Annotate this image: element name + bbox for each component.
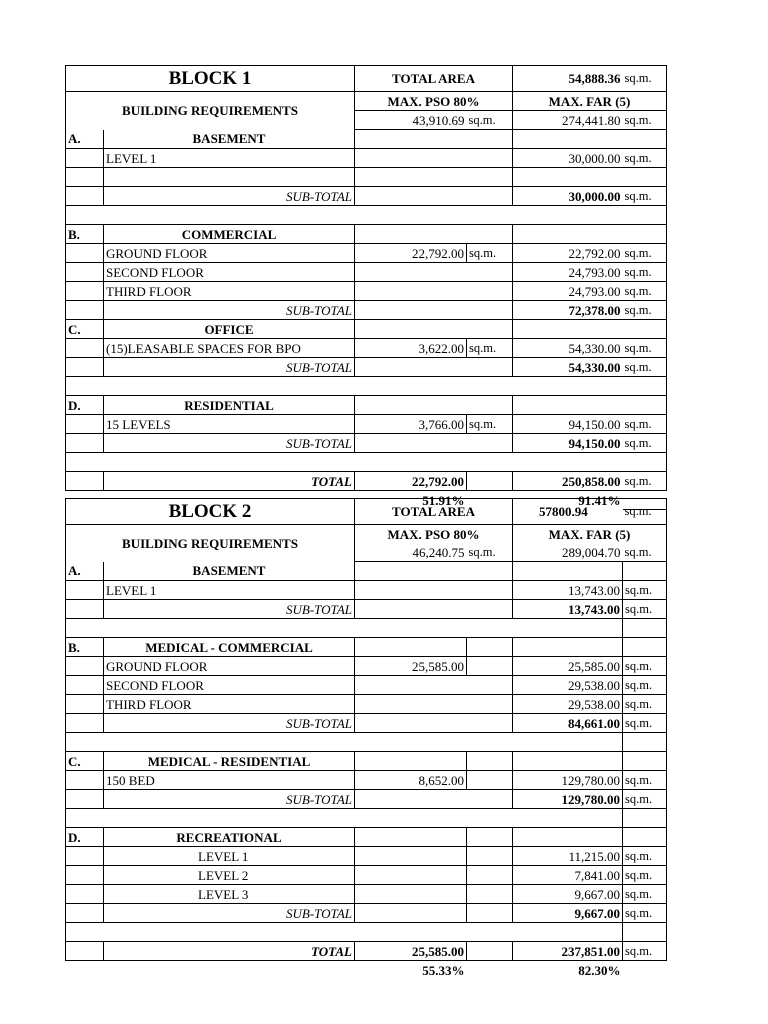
unit-label: sq.m. (623, 358, 667, 377)
section-name: MEDICAL - RESIDENTIAL (104, 752, 355, 771)
subtotal-far-value: 30,000.00 (513, 187, 623, 206)
subtotal-far-value: 129,780.00 (513, 790, 623, 809)
row-label: (15)LEASABLE SPACES FOR BPO (104, 339, 355, 358)
unit-label: sq.m. (623, 581, 667, 600)
row-far-value: 54,330.00 (513, 339, 623, 358)
subtotal-label: SUB-TOTAL (104, 790, 355, 809)
block-1-total-area-value: 54,888.36 (513, 66, 623, 92)
row-label: LEVEL 1 (104, 581, 355, 600)
block-2-far-value: 289,004.70 (513, 543, 623, 562)
section-letter: C. (66, 320, 104, 339)
subtotal-far-value: 54,330.00 (513, 358, 623, 377)
unit-label: sq.m. (623, 244, 667, 263)
unit-label: sq.m. (623, 415, 667, 434)
row-far-value: 24,793.00 (513, 282, 623, 301)
section-letter: B. (66, 638, 104, 657)
row-far-value: 22,792.00 (513, 244, 623, 263)
unit-label: sq.m. (623, 187, 667, 206)
row-pso-value: 8,652.00 (355, 771, 467, 790)
unit-label: sq.m. (467, 244, 513, 263)
unit-label: sq.m. (623, 847, 667, 866)
section-letter: B. (66, 225, 104, 244)
unit-label: sq.m. (467, 543, 513, 562)
row-pso-value: 3,622.00 (355, 339, 467, 358)
section-name: MEDICAL - COMMERCIAL (104, 638, 355, 657)
row-pso-value: 25,585.00 (355, 657, 467, 676)
total-pso-value: 25,585.00 (355, 942, 467, 961)
subtotal-far-value: 94,150.00 (513, 434, 623, 453)
total-far-value: 237,851.00 (513, 942, 623, 961)
unit-label: sq.m. (623, 714, 667, 733)
block-2-table (65, 498, 667, 979)
subtotal-label: SUB-TOTAL (104, 358, 355, 377)
unit-label: sq.m. (623, 282, 667, 301)
block-1-total-area-label: TOTAL AREA (355, 66, 513, 92)
unit-label: sq.m. (623, 790, 667, 809)
section-letter: A. (66, 562, 104, 581)
row-label: LEVEL 1 (104, 847, 355, 866)
row-label: GROUND FLOOR (104, 244, 355, 263)
subtotal-label: SUB-TOTAL (104, 904, 355, 923)
subtotal-far-value: 13,743.00 (513, 600, 623, 619)
row-label: LEVEL 3 (104, 885, 355, 904)
row-far-value: 30,000.00 (513, 149, 623, 168)
unit-label: sq.m. (623, 657, 667, 676)
row-label: 150 BED (104, 771, 355, 790)
row-far-value: 29,538.00 (513, 676, 623, 695)
unit-label: sq.m. (623, 301, 667, 320)
block-2-building-requirements: BUILDING REQUIREMENTS (66, 525, 355, 562)
row-far-value: 25,585.00 (513, 657, 623, 676)
subtotal-label: SUB-TOTAL (104, 187, 355, 206)
unit-label: sq.m. (623, 111, 667, 130)
unit-label: sq.m. (623, 263, 667, 282)
row-label: SECOND FLOOR (104, 676, 355, 695)
block-2-pso-value: 46,240.75 (355, 543, 467, 562)
section-letter: C. (66, 752, 104, 771)
unit-label: sq.m. (623, 866, 667, 885)
section-name: COMMERCIAL (104, 225, 355, 244)
block-2-pso-label: MAX. PSO 80% (355, 525, 513, 544)
row-label: LEVEL 1 (104, 149, 355, 168)
unit-label: sq.m. (623, 543, 667, 562)
section-name: RESIDENTIAL (104, 396, 355, 415)
block-1-far-label: MAX. FAR (5) (513, 92, 667, 111)
total-pso-value: 22,792.00 (355, 472, 467, 491)
unit-label: sq.m. (467, 111, 513, 130)
row-far-value: 24,793.00 (513, 263, 623, 282)
total-far-value: 250,858.00 (513, 472, 623, 491)
far-percent: 82.30% (578, 962, 621, 978)
block-2-title: BLOCK 2 (168, 501, 252, 522)
row-far-value: 29,538.00 (513, 695, 623, 714)
section-letter: D. (66, 396, 104, 415)
unit-label: sq.m. (467, 415, 513, 434)
unit-label: sq.m. (467, 339, 513, 358)
row-far-value: 7,841.00 (513, 866, 623, 885)
row-label: SECOND FLOOR (104, 263, 355, 282)
unit-label: sq.m. (623, 695, 667, 714)
section-name: RECREATIONAL (104, 828, 355, 847)
unit-label: sq.m. (623, 339, 667, 358)
block-1-title: BLOCK 1 (168, 68, 252, 89)
section-letter: A. (66, 130, 104, 149)
block-1-pso-value: 43,910.69 (355, 111, 467, 130)
pso-percent: 51.91% (422, 492, 465, 508)
subtotal-far-value: 9,667.00 (513, 904, 623, 923)
row-label: 15 LEVELS (104, 415, 355, 434)
unit-label: sq.m. (623, 499, 667, 525)
unit-label: sq.m. (623, 942, 667, 961)
row-pso-value: 22,792.00 (355, 244, 467, 263)
block-1-building-requirements: BUILDING REQUIREMENTS (66, 92, 355, 130)
section-name: BASEMENT (104, 562, 355, 581)
subtotal-label: SUB-TOTAL (104, 301, 355, 320)
subtotal-label: SUB-TOTAL (104, 714, 355, 733)
row-pso-value: 3,766.00 (355, 415, 467, 434)
subtotal-label: SUB-TOTAL (104, 434, 355, 453)
row-label: LEVEL 2 (104, 866, 355, 885)
block-1-pso-label: MAX. PSO 80% (355, 92, 513, 111)
row-label: THIRD FLOOR (104, 282, 355, 301)
row-far-value: 94,150.00 (513, 415, 623, 434)
subtotal-far-value: 84,661.00 (513, 714, 623, 733)
unit-label: sq.m. (623, 904, 667, 923)
unit-label: sq.m. (623, 434, 667, 453)
unit-label: sq.m. (623, 771, 667, 790)
block-2-sheet (65, 498, 667, 979)
unit-label: sq.m. (623, 676, 667, 695)
row-far-value: 129,780.00 (513, 771, 623, 790)
block-2-total-area-label: TOTAL AREA (355, 499, 513, 525)
row-far-value: 13,743.00 (513, 581, 623, 600)
block-1-sheet (65, 65, 667, 510)
section-letter: D. (66, 828, 104, 847)
unit-label: sq.m. (623, 66, 667, 92)
unit-label: sq.m. (623, 472, 667, 491)
unit-label: sq.m. (623, 600, 667, 619)
block-1-table (65, 65, 667, 510)
section-name: OFFICE (104, 320, 355, 339)
block-1-far-value: 274,441.80 (513, 111, 623, 130)
block-2-far-label: MAX. FAR (5) (513, 525, 667, 544)
row-label: THIRD FLOOR (104, 695, 355, 714)
unit-label: sq.m. (623, 885, 667, 904)
row-far-value: 11,215.00 (513, 847, 623, 866)
subtotal-far-value: 72,378.00 (513, 301, 623, 320)
pso-percent: 55.33% (422, 962, 465, 978)
total-label: TOTAL (104, 942, 355, 961)
section-name: BASEMENT (104, 130, 355, 149)
row-far-value: 9,667.00 (513, 885, 623, 904)
far-percent: 91.41% (578, 492, 621, 508)
row-label: GROUND FLOOR (104, 657, 355, 676)
subtotal-label: SUB-TOTAL (104, 600, 355, 619)
block-2-total-area-value: 57800.94 (513, 499, 623, 525)
total-label: TOTAL (104, 472, 355, 491)
unit-label: sq.m. (623, 149, 667, 168)
